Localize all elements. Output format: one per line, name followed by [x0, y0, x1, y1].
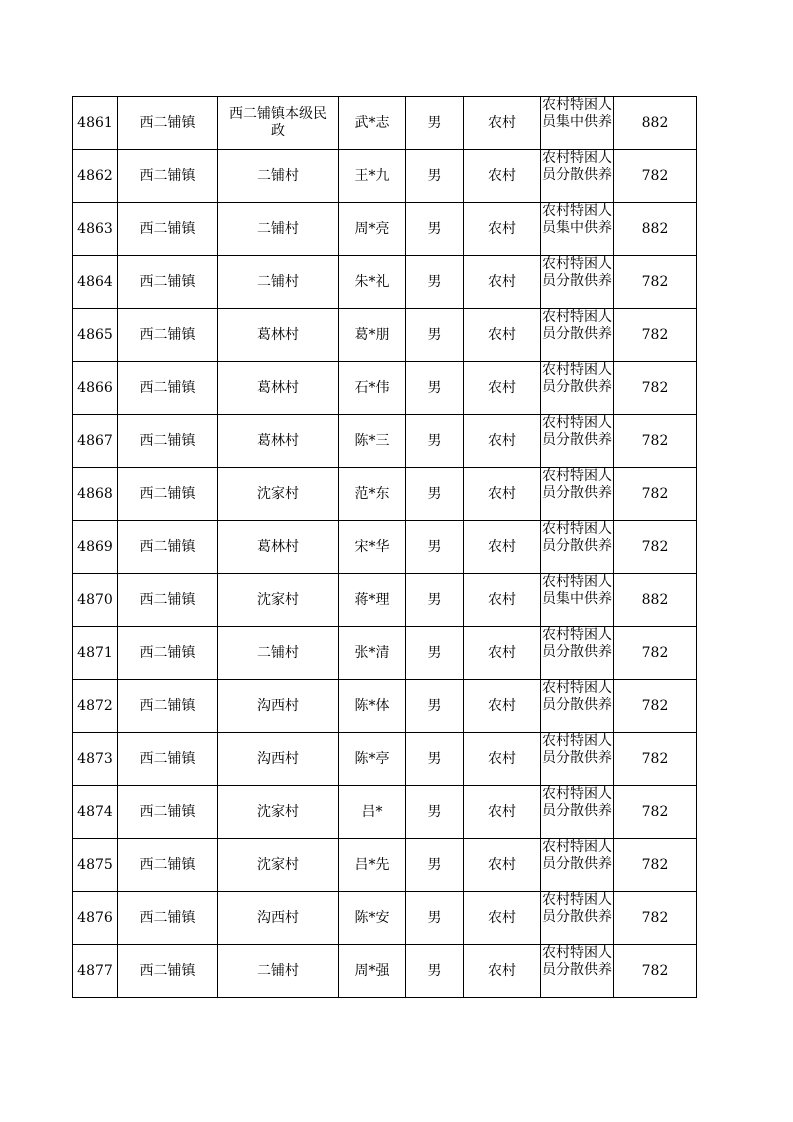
residence-type-cell: 农村	[464, 362, 541, 415]
amount-cell: 782	[614, 415, 697, 468]
unit-cell-text: 二铺村	[257, 273, 299, 290]
support-type-cell	[541, 415, 614, 468]
gender-cell: 男	[406, 945, 464, 998]
serial-number-cell: 4871	[73, 627, 118, 680]
amount-cell: 782	[614, 627, 697, 680]
residence-type-cell: 农村	[464, 203, 541, 256]
amount-cell: 882	[614, 97, 697, 150]
unit-cell	[218, 839, 339, 892]
support-type-cell	[541, 309, 614, 362]
serial-number-cell: 4862	[73, 150, 118, 203]
table-row	[73, 256, 697, 309]
table-row	[73, 892, 697, 945]
person-name-cell: 朱*礼	[339, 256, 406, 309]
gender-cell: 男	[406, 680, 464, 733]
serial-number-cell: 4865	[73, 309, 118, 362]
amount-cell: 782	[614, 945, 697, 998]
amount-cell: 782	[614, 733, 697, 786]
support-type-cell	[541, 945, 614, 998]
person-name-cell: 宋*华	[339, 521, 406, 574]
support-type-cell	[541, 362, 614, 415]
town-cell: 西二铺镇	[118, 839, 218, 892]
town-cell: 西二铺镇	[118, 574, 218, 627]
support-type-cell	[541, 150, 614, 203]
support-type-cell	[541, 892, 614, 945]
gender-cell: 男	[406, 786, 464, 839]
unit-cell-text: 沈家村	[257, 856, 299, 873]
support-type-cell-text: 农村特困人员分散供养	[542, 362, 612, 395]
serial-number-cell: 4864	[73, 256, 118, 309]
gender-cell: 男	[406, 203, 464, 256]
amount-cell: 782	[614, 680, 697, 733]
town-cell: 西二铺镇	[118, 468, 218, 521]
unit-cell-text: 沈家村	[257, 591, 299, 608]
town-cell: 西二铺镇	[118, 362, 218, 415]
town-cell: 西二铺镇	[118, 150, 218, 203]
unit-cell-text: 二铺村	[257, 167, 299, 184]
amount-cell: 782	[614, 309, 697, 362]
unit-cell	[218, 150, 339, 203]
amount-cell: 782	[614, 468, 697, 521]
town-cell: 西二铺镇	[118, 680, 218, 733]
support-type-cell-text: 农村特困人员集中供养	[542, 203, 612, 236]
support-type-cell-text: 农村特困人员分散供养	[542, 256, 612, 289]
support-type-cell	[541, 786, 614, 839]
unit-cell	[218, 362, 339, 415]
person-name-cell: 陈*三	[339, 415, 406, 468]
support-type-cell-text: 农村特困人员分散供养	[542, 733, 612, 766]
support-type-cell	[541, 468, 614, 521]
town-cell: 西二铺镇	[118, 309, 218, 362]
table-row	[73, 415, 697, 468]
person-name-cell: 葛*朋	[339, 309, 406, 362]
gender-cell: 男	[406, 521, 464, 574]
table-row	[73, 203, 697, 256]
unit-cell	[218, 892, 339, 945]
relief-roster-table	[72, 96, 697, 998]
residence-type-cell: 农村	[464, 839, 541, 892]
serial-number-cell: 4874	[73, 786, 118, 839]
amount-cell: 882	[614, 203, 697, 256]
town-cell: 西二铺镇	[118, 256, 218, 309]
unit-cell	[218, 203, 339, 256]
amount-cell: 782	[614, 892, 697, 945]
residence-type-cell: 农村	[464, 521, 541, 574]
unit-cell-text: 沈家村	[257, 485, 299, 502]
person-name-cell: 吕*	[339, 786, 406, 839]
person-name-cell: 王*九	[339, 150, 406, 203]
town-cell: 西二铺镇	[118, 733, 218, 786]
unit-cell	[218, 256, 339, 309]
support-type-cell	[541, 733, 614, 786]
town-cell: 西二铺镇	[118, 97, 218, 150]
support-type-cell-text: 农村特困人员分散供养	[542, 945, 612, 978]
support-type-cell-text: 农村特困人员分散供养	[542, 627, 612, 660]
unit-cell	[218, 733, 339, 786]
support-type-cell	[541, 256, 614, 309]
amount-cell: 782	[614, 521, 697, 574]
unit-cell-text: 葛林村	[257, 326, 299, 343]
unit-cell	[218, 627, 339, 680]
table-row	[73, 680, 697, 733]
gender-cell: 男	[406, 150, 464, 203]
support-type-cell	[541, 839, 614, 892]
unit-cell-text: 二铺村	[257, 962, 299, 979]
town-cell: 西二铺镇	[118, 892, 218, 945]
town-cell: 西二铺镇	[118, 203, 218, 256]
gender-cell: 男	[406, 839, 464, 892]
person-name-cell: 武*志	[339, 97, 406, 150]
table-row	[73, 468, 697, 521]
unit-cell	[218, 945, 339, 998]
amount-cell: 882	[614, 574, 697, 627]
unit-cell-text: 葛林村	[257, 379, 299, 396]
table-row	[73, 786, 697, 839]
serial-number-cell: 4868	[73, 468, 118, 521]
table-row	[73, 362, 697, 415]
serial-number-cell: 4869	[73, 521, 118, 574]
gender-cell: 男	[406, 468, 464, 521]
town-cell: 西二铺镇	[118, 521, 218, 574]
residence-type-cell: 农村	[464, 892, 541, 945]
person-name-cell: 陈*体	[339, 680, 406, 733]
serial-number-cell: 4866	[73, 362, 118, 415]
person-name-cell: 蒋*理	[339, 574, 406, 627]
unit-cell-text: 葛林村	[257, 538, 299, 555]
town-cell: 西二铺镇	[118, 627, 218, 680]
unit-cell-text: 西二铺镇本级民政	[229, 106, 327, 139]
gender-cell: 男	[406, 309, 464, 362]
support-type-cell	[541, 97, 614, 150]
unit-cell	[218, 415, 339, 468]
table-row	[73, 839, 697, 892]
unit-cell	[218, 97, 339, 150]
person-name-cell: 吕*先	[339, 839, 406, 892]
gender-cell: 男	[406, 733, 464, 786]
unit-cell-text: 二铺村	[257, 220, 299, 237]
unit-cell-text: 沟西村	[257, 750, 299, 767]
town-cell: 西二铺镇	[118, 415, 218, 468]
support-type-cell-text: 农村特困人员分散供养	[542, 468, 612, 501]
unit-cell	[218, 468, 339, 521]
table-body	[73, 97, 697, 998]
support-type-cell	[541, 521, 614, 574]
unit-cell-text: 沈家村	[257, 803, 299, 820]
residence-type-cell: 农村	[464, 256, 541, 309]
person-name-cell: 周*强	[339, 945, 406, 998]
support-type-cell	[541, 627, 614, 680]
gender-cell: 男	[406, 627, 464, 680]
gender-cell: 男	[406, 574, 464, 627]
serial-number-cell: 4875	[73, 839, 118, 892]
serial-number-cell: 4877	[73, 945, 118, 998]
unit-cell-text: 葛林村	[257, 432, 299, 449]
residence-type-cell: 农村	[464, 309, 541, 362]
serial-number-cell: 4876	[73, 892, 118, 945]
support-type-cell-text: 农村特困人员分散供养	[542, 415, 612, 448]
gender-cell: 男	[406, 415, 464, 468]
residence-type-cell: 农村	[464, 150, 541, 203]
support-type-cell	[541, 680, 614, 733]
gender-cell: 男	[406, 256, 464, 309]
support-type-cell-text: 农村特困人员集中供养	[542, 574, 612, 607]
person-name-cell: 石*伟	[339, 362, 406, 415]
table-row	[73, 521, 697, 574]
unit-cell-text: 二铺村	[257, 644, 299, 661]
support-type-cell-text: 农村特困人员分散供养	[542, 786, 612, 819]
table-row	[73, 97, 697, 150]
table-row	[73, 574, 697, 627]
gender-cell: 男	[406, 97, 464, 150]
amount-cell: 782	[614, 362, 697, 415]
table-row	[73, 309, 697, 362]
town-cell: 西二铺镇	[118, 786, 218, 839]
gender-cell: 男	[406, 892, 464, 945]
unit-cell	[218, 680, 339, 733]
residence-type-cell: 农村	[464, 468, 541, 521]
support-type-cell-text: 农村特困人员分散供养	[542, 892, 612, 925]
support-type-cell-text: 农村特困人员分散供养	[542, 839, 612, 872]
town-cell: 西二铺镇	[118, 945, 218, 998]
support-type-cell-text: 农村特困人员分散供养	[542, 309, 612, 342]
residence-type-cell: 农村	[464, 574, 541, 627]
unit-cell	[218, 309, 339, 362]
person-name-cell: 陈*亭	[339, 733, 406, 786]
amount-cell: 782	[614, 150, 697, 203]
person-name-cell: 范*东	[339, 468, 406, 521]
unit-cell-text: 沟西村	[257, 697, 299, 714]
support-type-cell	[541, 574, 614, 627]
support-type-cell	[541, 203, 614, 256]
serial-number-cell: 4863	[73, 203, 118, 256]
residence-type-cell: 农村	[464, 680, 541, 733]
serial-number-cell: 4870	[73, 574, 118, 627]
table-row	[73, 733, 697, 786]
person-name-cell: 陈*安	[339, 892, 406, 945]
unit-cell	[218, 574, 339, 627]
residence-type-cell: 农村	[464, 627, 541, 680]
residence-type-cell: 农村	[464, 945, 541, 998]
unit-cell	[218, 786, 339, 839]
unit-cell	[218, 521, 339, 574]
table-row	[73, 945, 697, 998]
serial-number-cell: 4873	[73, 733, 118, 786]
support-type-cell-text: 农村特困人员集中供养	[542, 97, 612, 130]
gender-cell: 男	[406, 362, 464, 415]
residence-type-cell: 农村	[464, 786, 541, 839]
person-name-cell: 周*亮	[339, 203, 406, 256]
amount-cell: 782	[614, 786, 697, 839]
residence-type-cell: 农村	[464, 733, 541, 786]
person-name-cell: 张*清	[339, 627, 406, 680]
serial-number-cell: 4867	[73, 415, 118, 468]
amount-cell: 782	[614, 839, 697, 892]
support-type-cell-text: 农村特困人员分散供养	[542, 150, 612, 183]
support-type-cell-text: 农村特困人员分散供养	[542, 680, 612, 713]
serial-number-cell: 4861	[73, 97, 118, 150]
support-type-cell-text: 农村特困人员分散供养	[542, 521, 612, 554]
residence-type-cell: 农村	[464, 415, 541, 468]
serial-number-cell: 4872	[73, 680, 118, 733]
table-row	[73, 627, 697, 680]
table-row	[73, 150, 697, 203]
unit-cell-text: 沟西村	[257, 909, 299, 926]
residence-type-cell: 农村	[464, 97, 541, 150]
amount-cell: 782	[614, 256, 697, 309]
